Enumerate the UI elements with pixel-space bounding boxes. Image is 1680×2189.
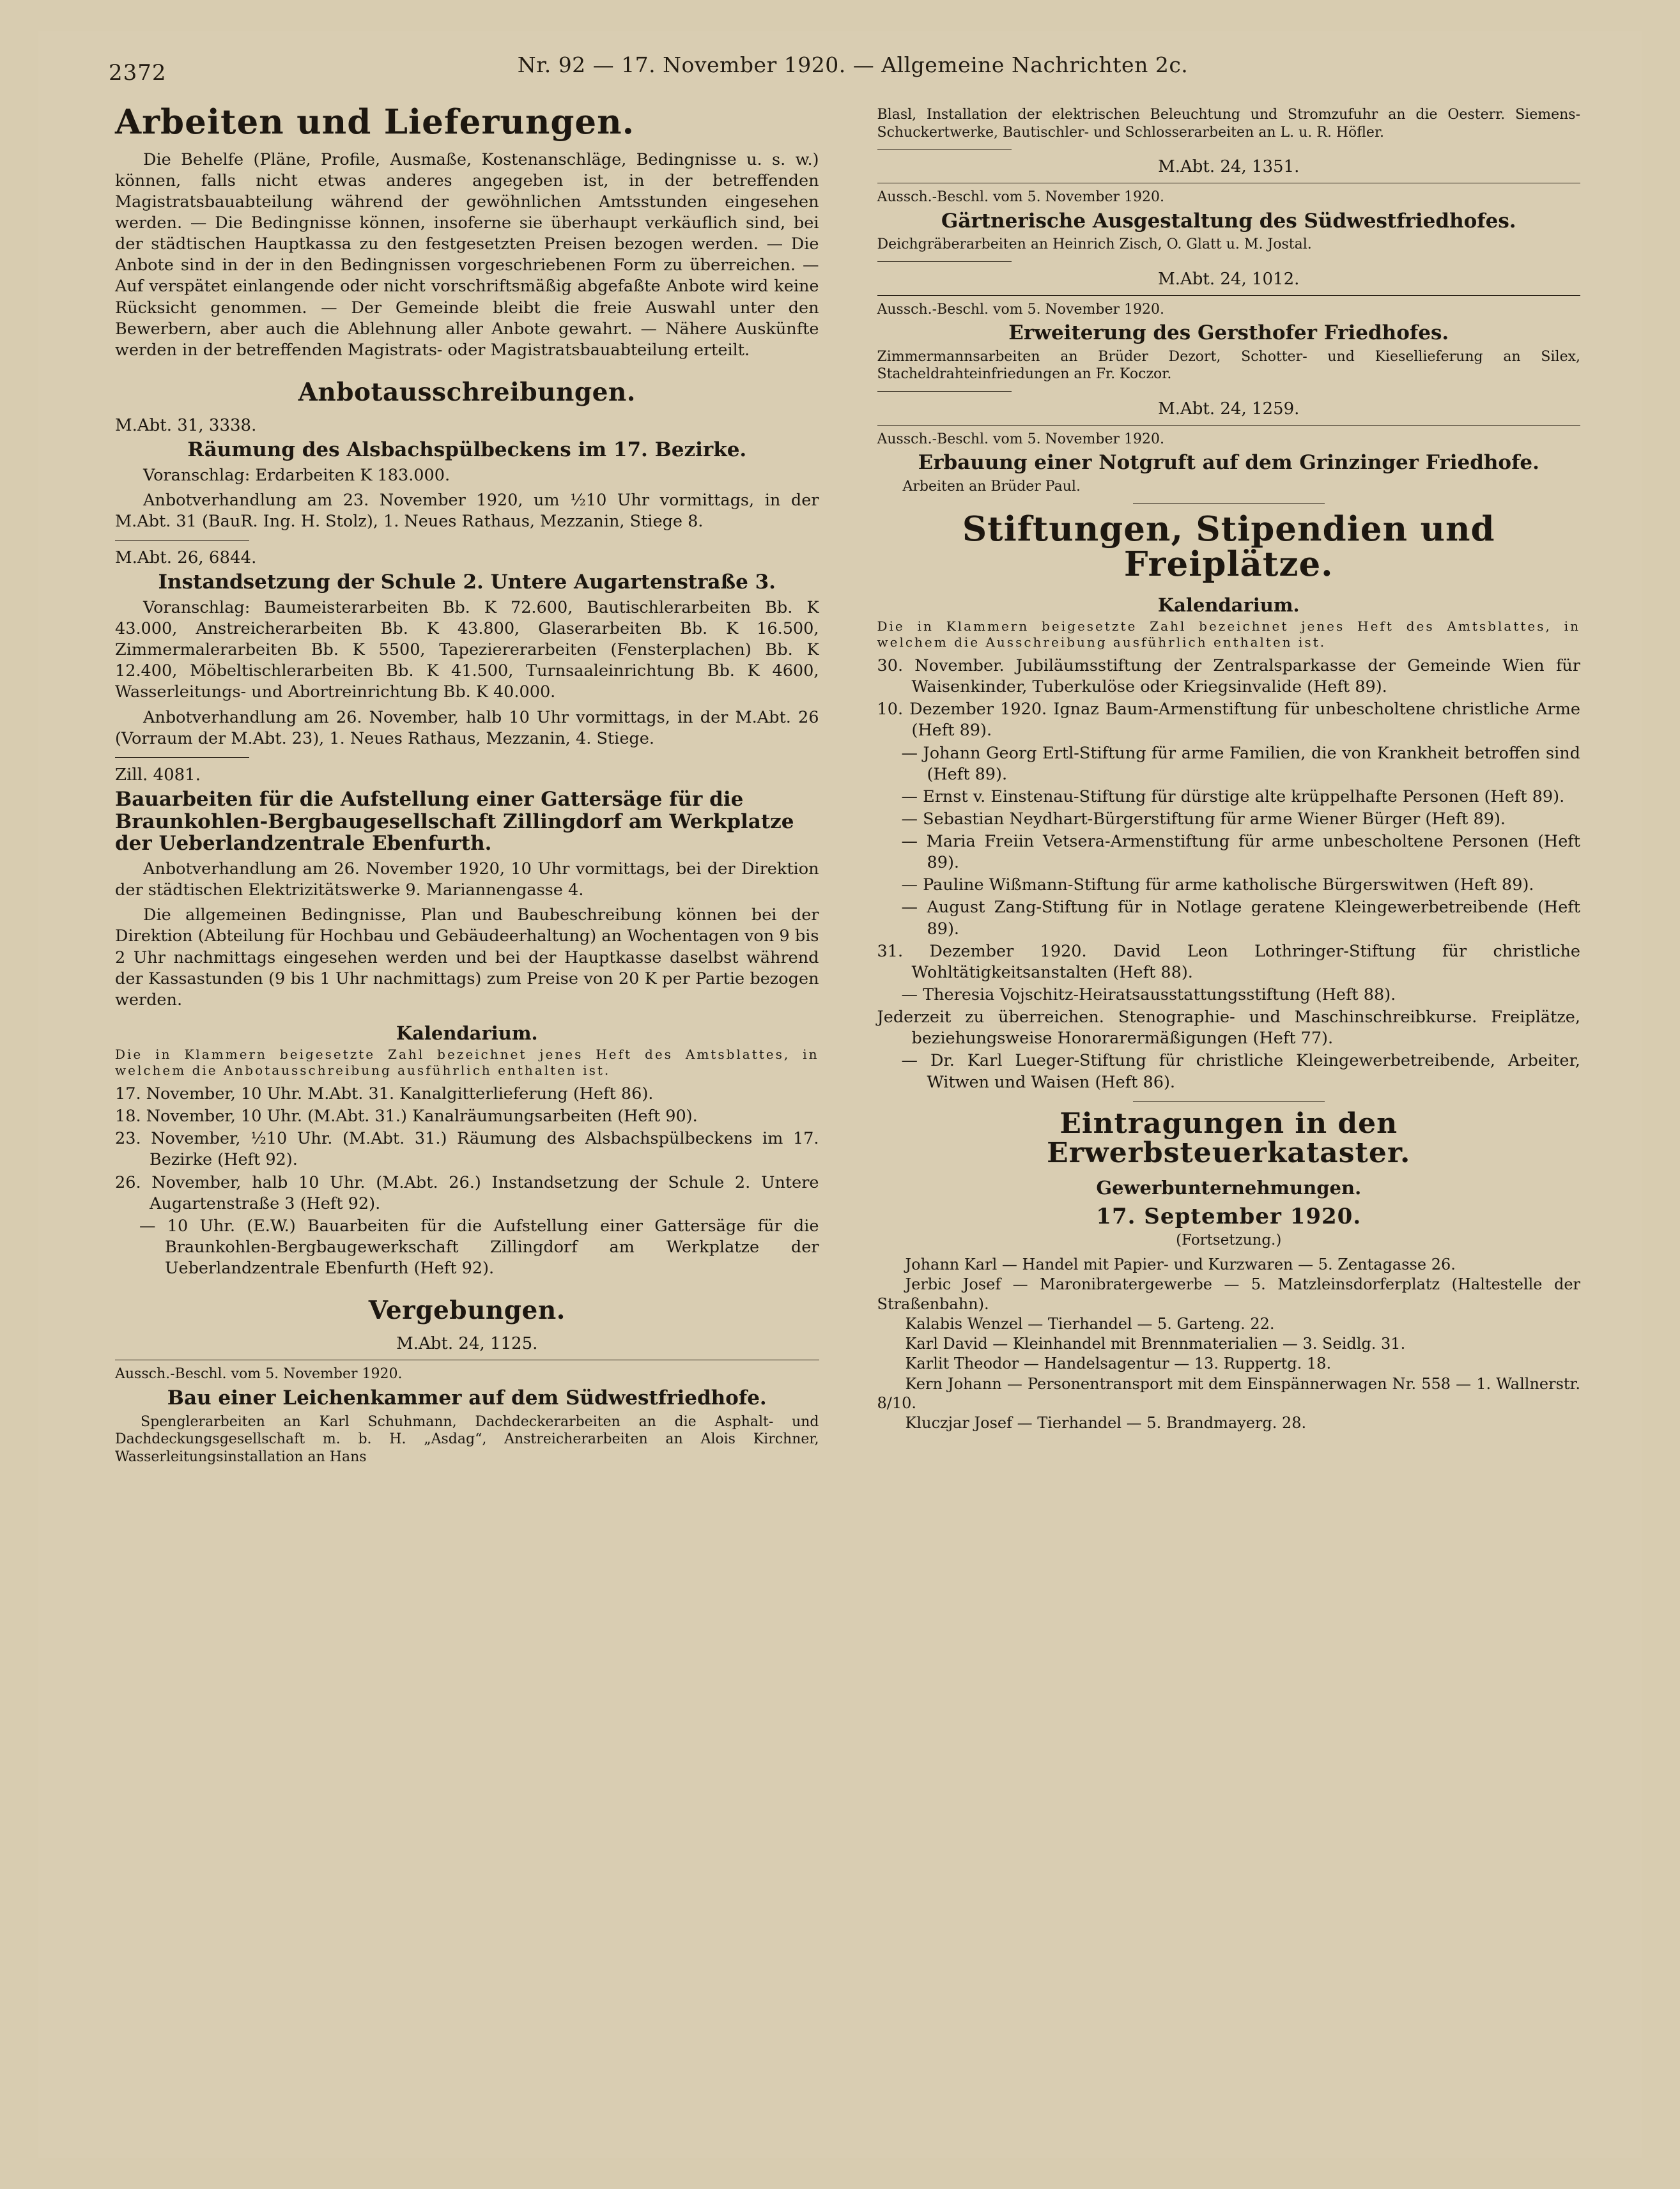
award-reference: M.Abt. 24, 1012. [1158,269,1300,289]
left-column [115,102,848,1468]
notice-paragraph: Anbotverhandlung am 26. November 1920, 10 Uhr vormittags, bei der Direktion der städtischen Elektrizitätswerke 9. Mariannengasse 4. [115,859,819,900]
list-item: Karl David — Kleinhandel mit Brennmaterialien — 3. Seidlg. 31. [905,1335,1406,1353]
list-item: Kalabis Wenzel — Tierhandel — 5. Garteng. 22. [905,1314,1275,1333]
list-item: 23. November, ½10 Uhr. (M.Abt. 31.) Räumung des Alsbachspülbeckens im 17. Bezirke (Heft 92). [115,1129,819,1170]
list-item: 18. November, 10 Uhr. (M.Abt. 31.) Kanalräumungsarbeiten (Heft 90). [115,1107,698,1126]
notice-reference: Zill. 4081. [115,765,201,785]
list-item: — Johann Georg Ertl-Stiftung für arme Familien, die von Krankheit betroffen sind (Heft 89). [901,743,1580,784]
heading-kalendarium-left: Kalendarium. [396,1022,538,1045]
notice-title: Bauarbeiten für die Aufstellung einer Gattersäge für die Braunkohlen-Bergbaugesellschaft Zillingdorf am Werkplatze der Ueberlandzentrale Ebenfurth. [115,787,794,856]
list-item: 26. November, halb 10 Uhr. (M.Abt. 26.) Instandsetzung der Schule 2. Untere Augartenstraße 3 (Heft 92). [115,1172,819,1213]
notice-paragraph: Voranschlag: Erdarbeiten K 183.000. [143,465,451,485]
notice-paragraph: Anbotverhandlung am 26. November, halb 10 Uhr vormittags, in der M.Abt. 26 (Vorraum der M.Abt. 23), 1. Neues Rathaus, Mezzanin, 4. Stiege. [115,707,819,748]
divider [115,757,249,758]
notice-reference: M.Abt. 31, 3338. [115,416,257,436]
vergebung-reference: M.Abt. 24, 1125. [396,1334,538,1354]
award-item [877,270,1581,383]
right-column [848,105,1581,1468]
eintragungen-list [877,1255,1581,1432]
list-item: — Dr. Karl Lueger-Stiftung für christliche Kleingewerbetreibende, Arbeiter, Witwen und Waisen (Heft 86). [901,1051,1580,1092]
award-text: Arbeiten an Brüder Paul. [902,479,1081,495]
eintragungen-continuation-note: (Fortsetzung.) [1176,1232,1282,1249]
kalendarium-note: Die in Klammern beigesetzte Zahl bezeichnet jenes Heft des Amtsblattes, in welchem die Anbotausschreibung ausführlich enthalten ist. [115,1047,819,1079]
list-item: — Maria Freiin Vetsera-Armenstiftung für arme unbescholtene Personen (Heft 89). [901,832,1580,873]
divider [877,149,1012,150]
list-item: — Sebastian Neydhart-Bürgerstiftung für arme Wiener Bürger (Heft 89). [901,809,1506,829]
list-item: Karlit Theodor — Handelsagentur — 13. Ruppertg. 18. [905,1355,1332,1373]
award-item [877,399,1581,496]
heading-kalendarium-right: Kalendarium. [1157,594,1300,616]
list-item: 31. Dezember 1920. David Leon Lothringer-Stiftung für christliche Wohltätigkeitsanstalten (Heft 88). [877,941,1580,982]
list-item: Jerbic Josef — Maronibratergewerbe — 5. Matzleinsdorferplatz (Haltestelle der Straßenbahn). [877,1275,1580,1313]
award-item [877,157,1581,254]
award-title: Erweiterung des Gersthofer Friedhofes. [1008,321,1449,345]
list-item: 30. November. Jubiläumsstiftung der Zentralsparkasse der Gemeinde Wien für Waisenkinder, Tuberkulöse oder Kriegsinvalide (Heft 89). [877,656,1580,697]
award-beschluss: Aussch.-Beschl. vom 5. November 1920. [877,431,1164,447]
divider [877,425,1581,426]
list-item: — Pauline Wißmann-Stiftung für arme katholische Bürgerswitwen (Heft 89). [901,875,1534,895]
section-title-arbeiten: Arbeiten und Lieferungen. [115,102,635,142]
notice-title: Räumung des Alsbachspülbeckens im 17. Bezirke. [187,438,747,462]
vergebung-title: Bau einer Leichenkammer auf dem Südwestfriedhofe. [167,1386,767,1409]
notice-paragraph: Die allgemeinen Bedingnisse, Plan und Baubeschreibung können bei der Direktion (Abteilung für Hochbau und Gebäudeerhaltung) an Wochentagen von 9 bis 2 Uhr nachmittags eingesehen werden und bei der Hauptkasse daselbst während der Kassastunden (9 bis 1 Uhr nachmittags) zum Preise von 20 K per Partie bezogen werden. [115,905,819,1010]
intro-paragraph: Die Behelfe (Pläne, Profile, Ausmaße, Kostenanschläge, Bedingnisse u. s. w.) können, falls nicht etwas anderes angegeben ist, in der betreffenden Magistratsbauabteilung während der gewöhnlichen Amtsstunden eingesehen werden. — Die Bedingnisse können, insoferne sie überhaupt verkäuflich sind, bei der städtischen Hauptkassa zu den festgesetzten Preisen bezogen werden. — Die Anbote sind in der in den Bedingnissen vorgeschriebenen Form zu überreichen. — Auf verspätet einlangende oder nicht vorschriftsmäßig abgefaßte Anbote wird keine Rücksicht genommen. — Der Gemeinde bleibt die freie Auswahl unter den Bewerbern, aber auch die Ablehnung aller Anbote gewahrt. — Nähere Auskünfte werden in der betreffenden Magistrats- oder Magistratsbauabteilung erteilt. [115,150,819,360]
award-title: Gärtnerische Ausgestaltung des Südwestfriedhofes. [941,209,1516,233]
award-text: Zimmermannsarbeiten an Brüder Dezort, Schotter- und Kiesellieferung an Silex, Stacheldrahteinfriedungen an Fr. Koczor. [877,348,1580,383]
divider [1133,1101,1325,1102]
award-reference: M.Abt. 24, 1259. [1158,399,1300,419]
list-item: 17. November, 10 Uhr. M.Abt. 31. Kanalgitterlieferung (Heft 86). [115,1084,654,1104]
list-item: — Ernst v. Einstenau-Stiftung für dürstige alte krüppelhafte Personen (Heft 89). [901,787,1565,806]
award-beschluss: Aussch.-Beschl. vom 5. November 1920. [877,189,1164,205]
divider [877,261,1012,262]
section-title-eintragungen: Eintragungen in den Erwerbsteuerkataster. [1047,1107,1411,1169]
divider [877,391,1012,392]
page-sheet [38,31,1642,2158]
divider [1133,503,1325,504]
notice-item [115,548,819,749]
list-item: Kern Johann — Personentransport mit dem Einspännerwagen Nr. 558 — 1. Wallnerstr. 8/10. [877,1374,1580,1412]
vergebung-text: Spenglerarbeiten an Karl Schuhmann, Dachdeckerarbeiten an die Asphalt- und Dachdeckungsgesellschaft m. b. H. „Asdag“, Anstreicherarbeiten an Alois Kirchner, Wasserleitungsinstallation an Hans [115,1413,819,1465]
divider [115,540,249,541]
notice-paragraph: Voranschlag: Baumeisterarbeiten Bb. K 72.600, Bautischlerarbeiten Bb. K 43.000, Anstreicherarbeiten Bb. K 43.800, Glaserarbeiten Bb. K 16.500, Zimmermalerarbeiten Bb. K 5500, Tapeziererarbeiten (Fensterplachen) Bb. K 12.400, Möbeltischlerarbeiten Bb. K 41.500, Turnsaaleinrichtung Bb. K 4600, Wasserleitungs- und Abortreinrichtung Bb. K 40.000. [115,597,819,702]
list-item: Johann Karl — Handel mit Papier- und Kurzwaren — 5. Zentagasse 26. [905,1256,1456,1274]
kalendarium-note: Die in Klammern beigesetzte Zahl bezeichnet jenes Heft des Amtsblattes, in welchem die Ausschreibung ausführlich enthalten ist. [877,618,1580,650]
notice-item [115,416,819,532]
heading-anbotausschreibungen: Anbotausschreibungen. [298,378,636,408]
running-head: Nr. 92 — 17. November 1920. — Allgemeine Nachrichten 2c. [517,52,1189,77]
stiftungen-list [877,656,1581,1093]
divider [877,295,1581,296]
award-title: Erbauung einer Notgruft auf dem Grinzinger Friedhofe. [918,451,1539,475]
notice-title: Instandsetzung der Schule 2. Untere Augartenstraße 3. [158,571,776,594]
list-item: Jederzeit zu überreichen. Stenographie- und Maschinschreibkurse. Freiplätze, beziehungsweise Honorarermäßigungen (Heft 77). [877,1008,1580,1048]
notice-paragraph: Anbotverhandlung am 23. November 1920, um ½10 Uhr vormittags, in der M.Abt. 31 (BauR. Ing. H. Stolz), 1. Neues Rathaus, Mezzanin, Stiege 8. [115,490,819,532]
award-beschluss: Aussch.-Beschl. vom 5. November 1920. [877,301,1164,318]
heading-vergebungen: Vergebungen. [368,1296,566,1326]
list-item: Kluczjar Josef — Tierhandel — 5. Brandmayerg. 28. [905,1414,1307,1432]
notice-item [115,765,819,1011]
notice-reference: M.Abt. 26, 6844. [115,548,257,568]
folio-number: 2372 [109,60,167,86]
award-reference: M.Abt. 24, 1351. [1158,157,1300,176]
eintragungen-subtitle: Gewerbunternehmungen. [1096,1177,1362,1199]
vergebung-beschluss: Aussch.-Beschl. vom 5. November 1920. [115,1366,403,1383]
eintragungen-date: 17. September 1920. [1096,1204,1362,1230]
list-item: — Theresia Vojschitz-Heiratsausstattungsstiftung (Heft 88). [901,985,1396,1005]
two-column-body [38,102,1642,1468]
list-item: — 10 Uhr. (E.W.) Bauarbeiten für die Aufstellung einer Gattersäge für die Braunkohlen-Bergbaugewerkschaft Zillingdorf am Werkplatze der Ueberlandzentrale Ebenfurth (Heft 92). [139,1216,819,1279]
list-item: 10. Dezember 1920. Ignaz Baum-Armenstiftung für unbescholtene christliche Arme (Heft 89). [877,700,1580,741]
page-header [38,31,1642,86]
section-title-stiftungen: Stiftungen, Stipendien und Freiplätze. [962,509,1495,585]
list-item: — August Zang-Stiftung für in Notlage geratene Kleingewerbetreibende (Heft 89). [901,898,1580,939]
award-text: Deichgräberarbeiten an Heinrich Zisch, O. Glatt u. M. Jostal. [877,236,1312,253]
continued-text: Blasl, Installation der elektrischen Beleuchtung und Stromzufuhr an die Oesterr. Siemens-Schuckertwerke, Bautischler- und Schlosserarbeiten an L. u. R. Höfler. [877,107,1580,141]
kalendarium-list [115,1084,819,1279]
